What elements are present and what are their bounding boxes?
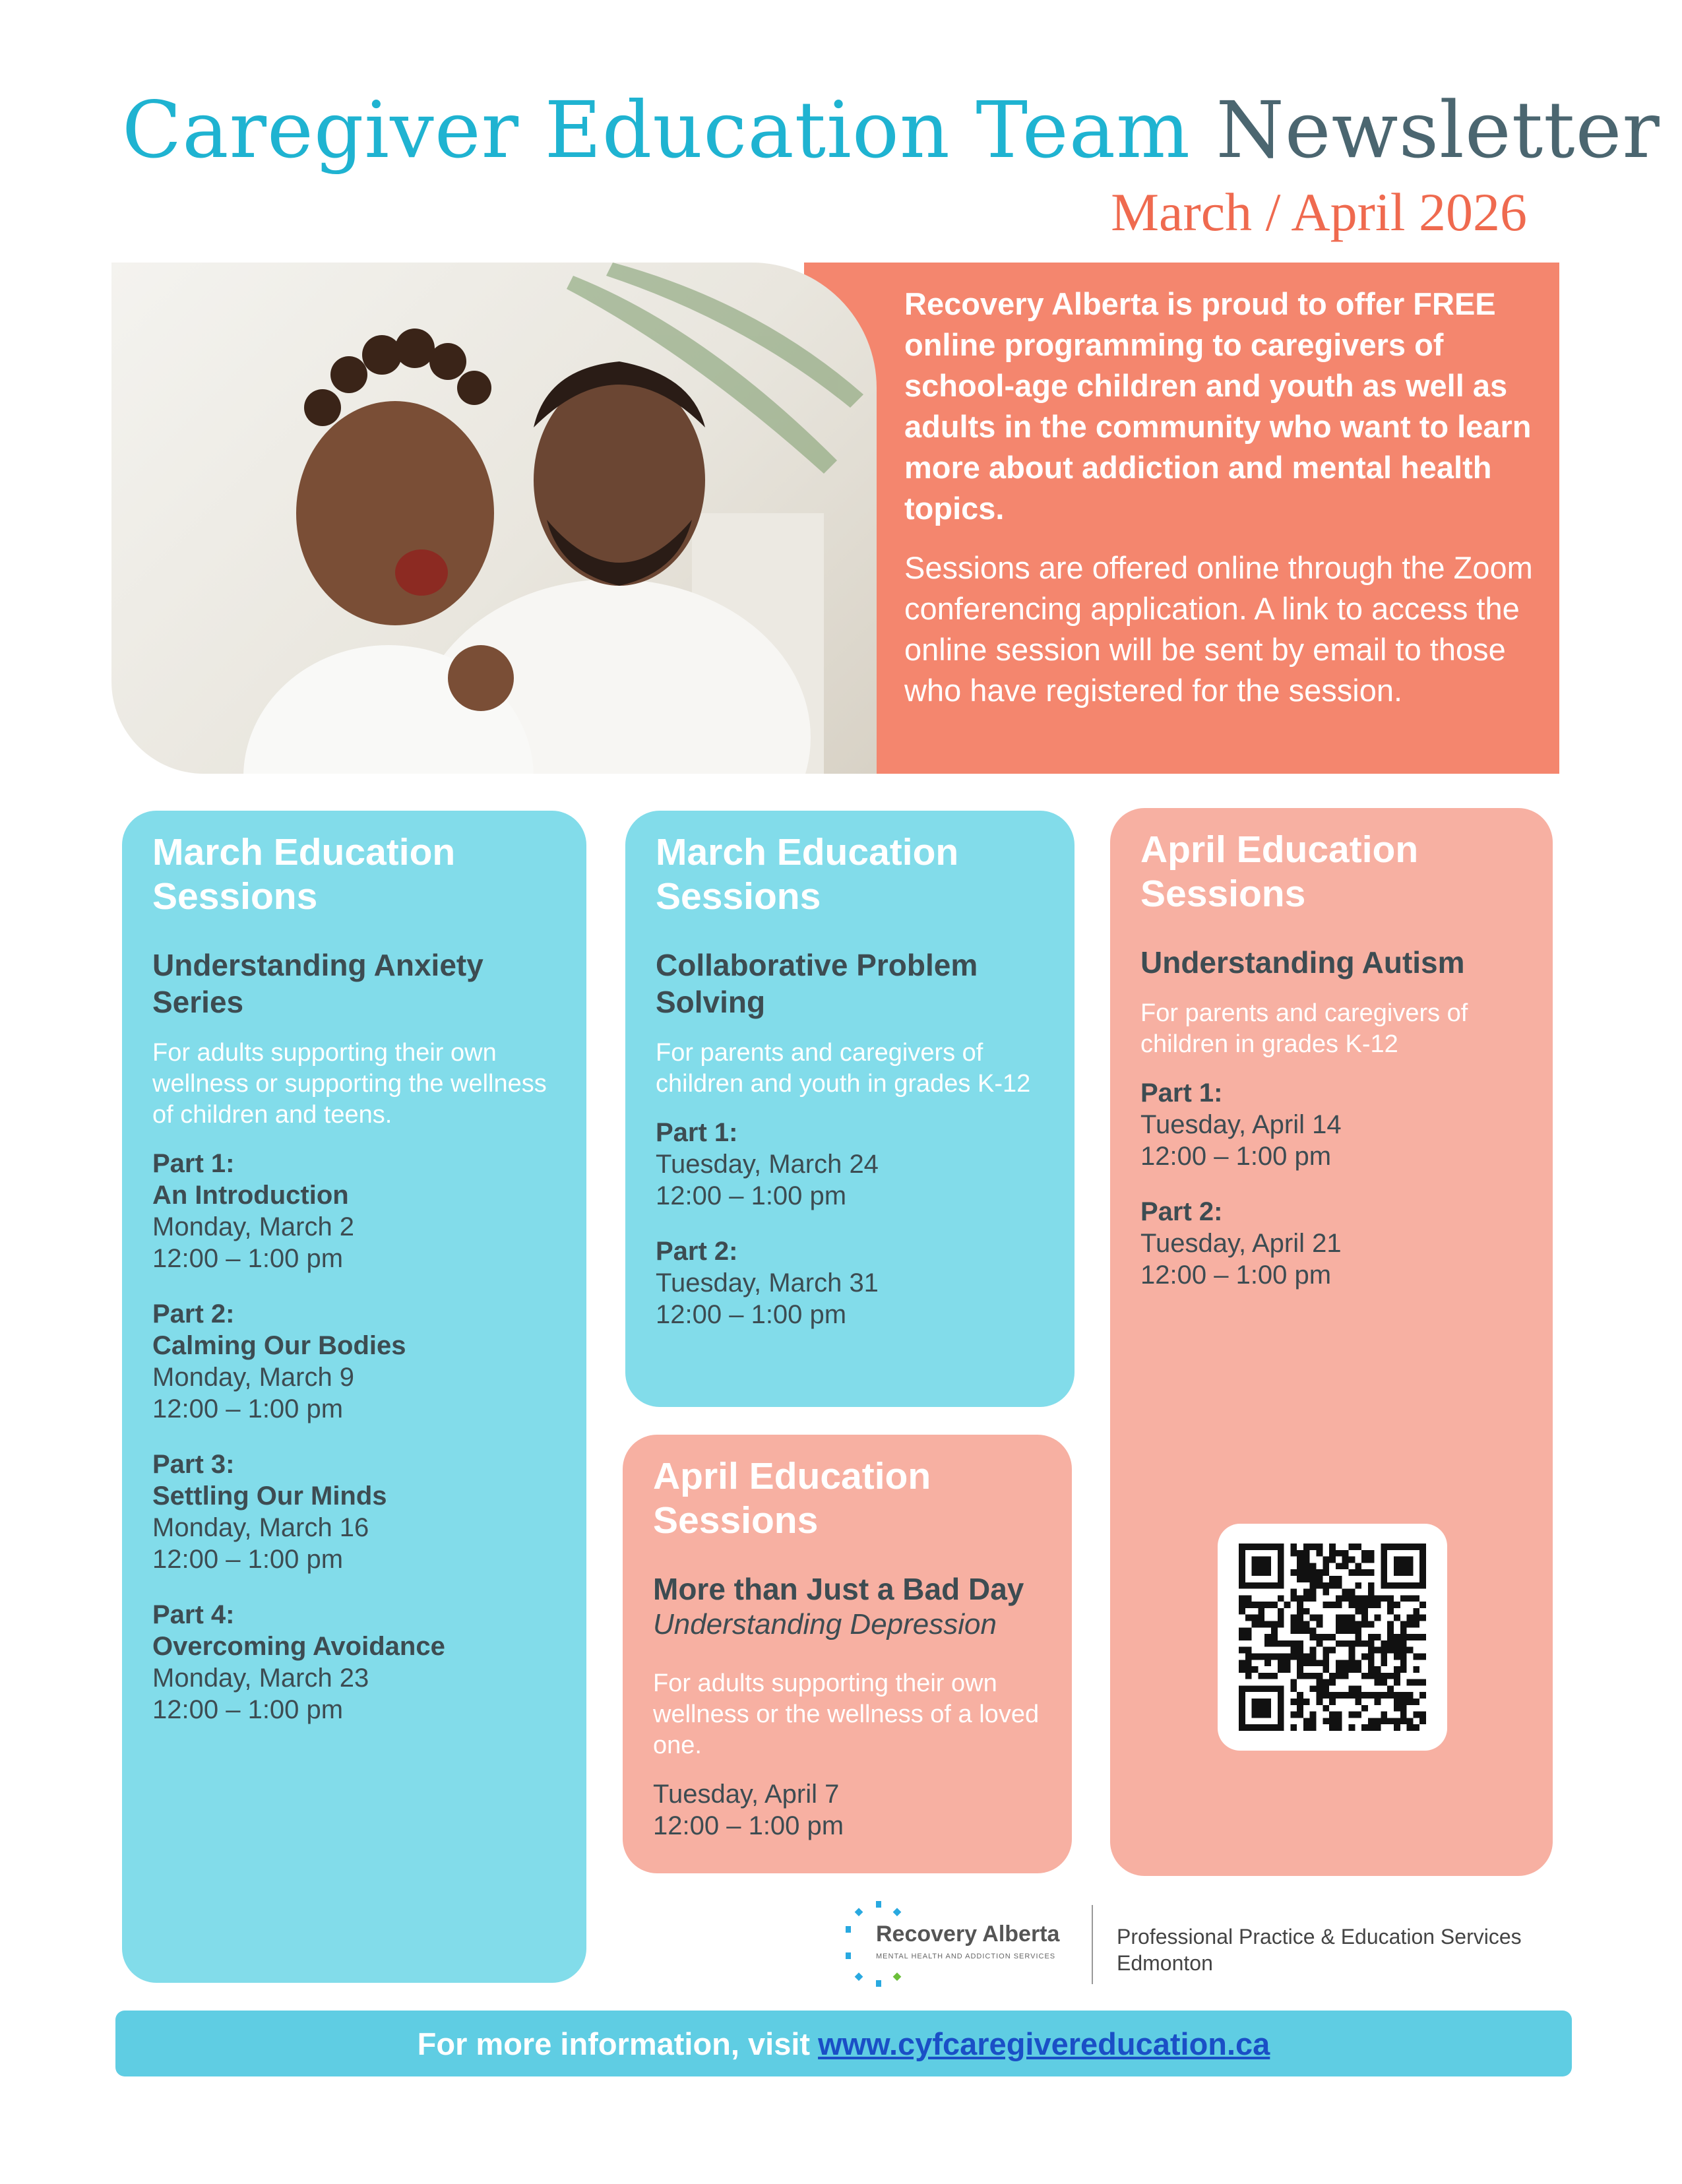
issue-date: March / April 2026 — [1111, 182, 1527, 242]
logo-tagline: MENTAL HEALTH AND ADDICTION SERVICES — [876, 1952, 1056, 1960]
website-link[interactable]: www.cyfcaregivereducation.ca — [818, 2026, 1270, 2061]
card-april-depression — [623, 1435, 1072, 1873]
session-part — [1140, 1196, 1522, 1291]
department-location: Edmonton — [1117, 1951, 1213, 1975]
session-title: Understanding Anxiety Series — [152, 948, 483, 1019]
logo-name: Recovery Alberta — [876, 1921, 1060, 1947]
card-title: April Education Sessions — [653, 1455, 931, 1542]
part-date: Tuesday, April 21 — [1140, 1229, 1342, 1258]
session-part — [152, 1599, 556, 1726]
part-date: Monday, March 9 — [152, 1363, 355, 1392]
part-date: Monday, March 16 — [152, 1513, 369, 1542]
department — [1117, 1923, 1522, 1976]
session-title: More than Just a Bad Day — [653, 1572, 1024, 1606]
part-label: Part 1: — [1140, 1078, 1223, 1108]
qr-code[interactable] — [1218, 1524, 1447, 1751]
part-time: 12:00 – 1:00 pm — [656, 1300, 847, 1329]
part-label: Part 1: — [656, 1118, 738, 1147]
card-march-anxiety — [122, 811, 586, 1983]
part-label: Part 4: — [152, 1600, 235, 1629]
part-label: Part 3: — [152, 1450, 235, 1479]
part-date: Tuesday, March 24 — [656, 1150, 879, 1179]
part-name: Settling Our Minds — [152, 1482, 387, 1511]
part-date: Tuesday, April 7 — [653, 1780, 840, 1809]
part-date: Tuesday, April 14 — [1140, 1110, 1342, 1139]
newsletter-title — [122, 84, 1660, 175]
part-name: An Introduction — [152, 1181, 349, 1210]
footer-text: For more information, visit — [417, 2026, 811, 2061]
session-subtitle: Understanding Depression — [653, 1608, 997, 1640]
session-part — [152, 1298, 556, 1425]
logo-divider — [1092, 1905, 1093, 1984]
card-title: March Education Sessions — [152, 831, 456, 918]
part-time: 12:00 – 1:00 pm — [656, 1181, 847, 1210]
card-march-cps — [625, 811, 1075, 1407]
part-name: Overcoming Avoidance — [152, 1632, 445, 1661]
session-title: Understanding Autism — [1140, 945, 1465, 980]
part-name: Calming Our Bodies — [152, 1331, 406, 1360]
part-time: 12:00 – 1:00 pm — [1140, 1261, 1332, 1290]
title-part1: Caregiver Education Team — [122, 84, 1191, 175]
title-part2: Newsletter — [1216, 84, 1660, 175]
part-label: Part 2: — [656, 1237, 738, 1266]
footer-bar — [115, 2011, 1572, 2076]
part-time: 12:00 – 1:00 pm — [1140, 1142, 1332, 1171]
part-date: Monday, March 23 — [152, 1664, 369, 1693]
card-title: April Education Sessions — [1140, 828, 1419, 915]
part-date: Tuesday, March 31 — [656, 1268, 879, 1297]
session-part — [653, 1778, 1042, 1842]
session-part — [1140, 1077, 1522, 1172]
session-part — [152, 1148, 556, 1274]
part-time: 12:00 – 1:00 pm — [152, 1394, 344, 1423]
session-description: For parents and caregivers of children in grades K-12 — [1140, 999, 1468, 1058]
session-part — [152, 1449, 556, 1575]
part-label: Part 1: — [152, 1149, 235, 1178]
part-time: 12:00 – 1:00 pm — [152, 1244, 344, 1273]
session-part — [656, 1235, 1044, 1330]
hero-details: Sessions are offered online through the Zoom conferencing application. A link to access the online session will be sent by email to those who have registered for the session. — [904, 550, 1533, 708]
part-label: Part 2: — [152, 1299, 235, 1328]
recovery-alberta-logo — [838, 1900, 1563, 1989]
part-date: Monday, March 2 — [152, 1212, 355, 1241]
part-time: 12:00 – 1:00 pm — [152, 1545, 344, 1574]
hero-photo — [111, 263, 877, 774]
session-title: Collaborative Problem Solving — [656, 948, 978, 1019]
session-description: For adults supporting their own wellness or the wellness of a loved one. — [653, 1669, 1040, 1759]
session-description: For parents and caregivers of children and youth in grades K-12 — [656, 1039, 1031, 1098]
hero-intro: Recovery Alberta is proud to offer FREE online programming to caregivers of school-age children and youth as well as adults in the community who want to learn more about addiction and mental health topics. — [904, 286, 1532, 526]
department-name: Professional Practice & Education Services — [1117, 1925, 1522, 1949]
part-time: 12:00 – 1:00 pm — [653, 1811, 844, 1840]
hero-text — [904, 284, 1551, 711]
part-time: 12:00 – 1:00 pm — [152, 1695, 344, 1724]
session-part — [656, 1117, 1044, 1212]
part-label: Part 2: — [1140, 1197, 1223, 1226]
card-title: March Education Sessions — [656, 831, 959, 918]
session-description: For adults supporting their own wellness or supporting the wellness of children and teens. — [152, 1039, 547, 1129]
